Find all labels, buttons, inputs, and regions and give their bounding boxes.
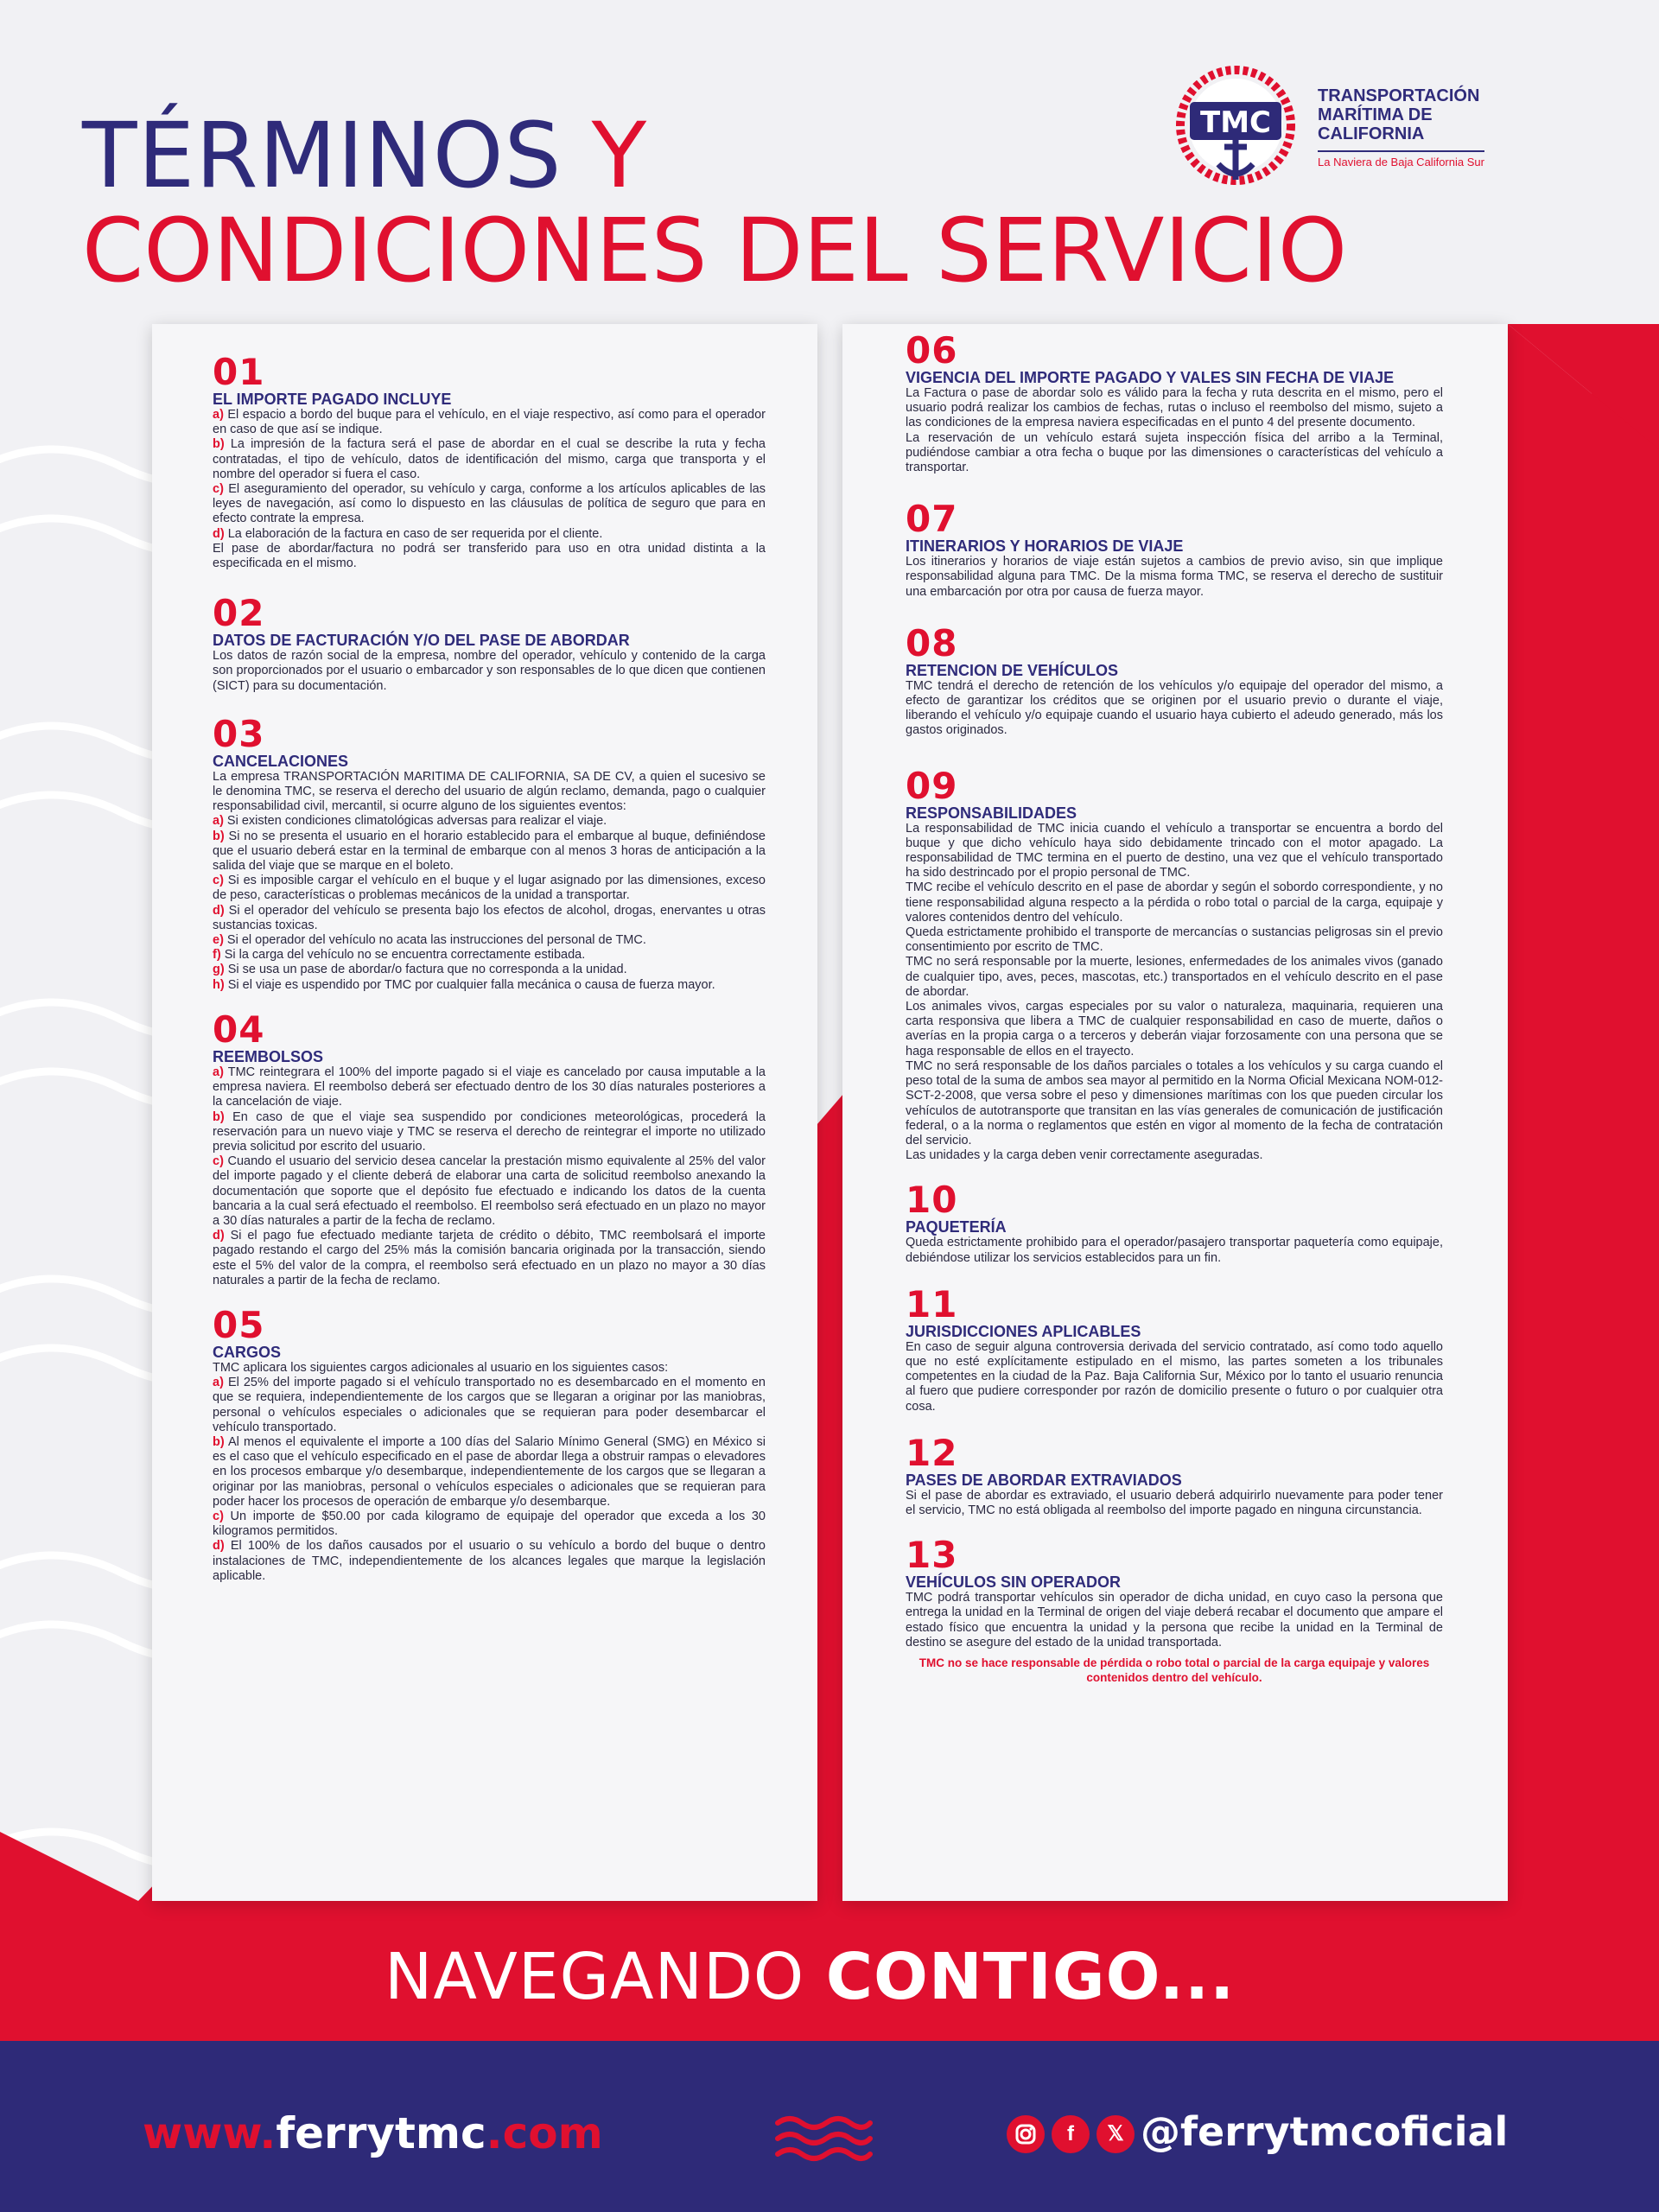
section-paragraph bbox=[906, 1340, 1443, 1414]
section-paragraph bbox=[906, 679, 1443, 739]
section-paragraph bbox=[906, 1591, 1443, 1650]
waves-icon bbox=[773, 2113, 873, 2164]
section-paragraph bbox=[906, 822, 1443, 881]
item-text: Si el viaje es uspendido por TMC por cualquier falla mecánica o causa de fuerza mayor. bbox=[224, 977, 715, 992]
section-paragraph bbox=[213, 904, 766, 933]
item-letter: a) bbox=[213, 408, 224, 422]
section-paragraph bbox=[213, 933, 766, 948]
x-icon[interactable]: 𝕏 bbox=[1096, 2115, 1135, 2153]
section-number: 08 bbox=[906, 621, 958, 664]
section-paragraph bbox=[906, 1000, 1443, 1059]
item-text: TMC tendrá el derecho de retención de los vehículos y/o equipaje del operador del mismo, a efecto de garantizar los créditos que se originen por el usuario previo o durante el viaje, liberando el vehículo y/o equipaje cuando el usuario haya cubierto el adeudo generado, más los gastos originados. bbox=[906, 678, 1443, 738]
item-text: Los animales vivos, cargas especiales por su valor o naturaleza, maquinaria, requieren una carta responsiva que libera a TMC de cualquier responsabilidad en caso de muerte, daños o averías en la propia carga o a terceros y deberán viajar forzosamente con una persona que se haga responsable de ellos en el trayecto. bbox=[906, 1000, 1443, 1058]
item-text: El 25% del importe pagado si el vehículo transportado no es desembarcado en el momento en que se requiera, independientemente de los cargos que se llegaran a originar por las maniobras, personal o vehículos especiales o adicionales que se requieran para poder desembarcar el vehículo transportado. bbox=[213, 1376, 766, 1434]
section-heading: CARGOS bbox=[213, 1343, 282, 1361]
section-heading: RESPONSABILIDADES bbox=[906, 804, 1077, 822]
section-paragraph bbox=[906, 1059, 1443, 1148]
item-text: Queda estrictamente prohibido para el operador/pasajero transportar paquetería como equipaje, debiéndose utilizar los servicios establecidos para un fin. bbox=[906, 1236, 1443, 1265]
terms-column-right bbox=[906, 329, 1443, 1685]
section-heading: CANCELACIONES bbox=[213, 752, 349, 770]
item-letter: d) bbox=[213, 1229, 225, 1243]
item-text: La impresión de la factura será el pase de abordar en el cual se describe la ruta y fecha contratadas, el tipo de vehículo, datos de identificación del mismo, carga que transporta y el nombre del operador si fuera el caso. bbox=[213, 437, 766, 481]
section-number: 06 bbox=[906, 329, 958, 372]
section-paragraph bbox=[213, 482, 766, 527]
item-text: TMC no será responsable de los daños parciales o totales a los vehículos y su carga cuando el peso total de la suma de ambos sea mayor al permitido en la Norma Oficial Mexicana NOM-012-SCT-2-2008, que versa sobre el peso y dimensiones marítimas con los que pueden circular los vehículos de autotransporte que transitan en las vías generales de comunicación de justificación federal, o a la norma o reglamentos que estén en vigor al momento de la fecha de contratación del servicio. bbox=[906, 1058, 1443, 1147]
section-paragraph bbox=[213, 437, 766, 482]
logo-tagline: La Naviera de Baja California Sur bbox=[1318, 150, 1484, 168]
section-paragraph bbox=[213, 1376, 766, 1435]
section-paragraph bbox=[213, 948, 766, 963]
section-paragraph bbox=[213, 874, 766, 903]
section-number: 05 bbox=[213, 1303, 265, 1346]
item-text: Los itinerarios y horarios de viaje están sujetos a cambios de previo aviso, sin que implique responsabilidad alguna para TMC. De la misma forma TMC, se reserva el derecho de sustituir una embarcación por otra por causa de fuerza mayor. bbox=[906, 555, 1443, 599]
section-08 bbox=[906, 621, 1443, 739]
item-letter: c) bbox=[213, 874, 224, 888]
section-heading: EL IMPORTE PAGADO INCLUYE bbox=[213, 391, 452, 408]
section-heading: VEHÍCULOS SIN OPERADOR bbox=[906, 1573, 1122, 1592]
item-letter: b) bbox=[213, 1434, 225, 1449]
section-paragraph bbox=[213, 649, 766, 694]
item-letter: f) bbox=[213, 948, 221, 963]
section-03 bbox=[213, 712, 766, 993]
section-number: 10 bbox=[906, 1179, 958, 1222]
section-number: 09 bbox=[906, 764, 958, 807]
item-letter: a) bbox=[213, 1065, 224, 1079]
item-text: TMC podrá transportar vehículos sin operador de dicha unidad, en cuyo caso la persona que entrega la unidad en la Terminal de origen del viaje deberá recabar el documento que ampare el estado físico que encuentra la unidad y la persona que recibe la unidad en la Terminal de destino se asegure del estado de la unidad transportada. bbox=[906, 1591, 1443, 1649]
item-text: La reservación de un vehículo estará sujeta inspección física del arribo a la Terminal, pudiéndose cambiar a otra fecha o buque por las dimensiones o características del vehículo a transportar. bbox=[906, 430, 1443, 475]
section-heading: PAQUETERÍA bbox=[906, 1218, 1007, 1236]
section-paragraph bbox=[906, 880, 1443, 925]
section-paragraph bbox=[906, 555, 1443, 600]
logo-line2: MARÍTIMA DE bbox=[1318, 105, 1433, 124]
item-letter: d) bbox=[213, 1539, 225, 1554]
section-paragraph bbox=[213, 1110, 766, 1155]
section-heading: PASES DE ABORDAR EXTRAVIADOS bbox=[906, 1471, 1182, 1489]
item-text: Cuando el usuario del servicio desea cancelar la prestación mismo equivalente al 25% del valor del importe pagado y el cliente deberá de elaborar una carta de solicitud reembolso anexando la documentación que soporte que el depósito fue efectuado e indicando los datos de la cuenta bancaria a la cual será efectuado el reembolso. El reembolso será efectuado en un plazo no mayor a 30 días naturales a partir de la fecha de reclamo. bbox=[213, 1154, 766, 1228]
item-letter: h) bbox=[213, 977, 225, 992]
website-link[interactable]: www.ferrytmc.com bbox=[143, 2108, 603, 2158]
item-text: Un importe de $50.00 por cada kilogramo de equipaje del operador que exceda a los 30 kilogramos permitidos. bbox=[213, 1509, 766, 1539]
item-text: La elaboración de la factura en caso de ser requerida por el cliente. bbox=[224, 526, 603, 541]
section-paragraph bbox=[213, 1154, 766, 1229]
item-letter: a) bbox=[213, 1376, 224, 1390]
item-text: La Factura o pase de abordar solo es válido para la fecha y ruta descrita en el mismo, pero el usuario podrá realizar los cambios de fechas, rutas o incluso el reembolso del mismo, sujeto a las condiciones de la empresa naviera especificadas en el punto 4 del presente documento. bbox=[906, 386, 1443, 430]
item-letter: b) bbox=[213, 1109, 225, 1124]
section-paragraph bbox=[213, 963, 766, 977]
item-letter: e) bbox=[213, 933, 224, 948]
section-paragraph bbox=[213, 1229, 766, 1288]
item-text: El pase de abordar/factura no podrá ser transferido para uso en otra unidad distinta a la especificada en el mismo. bbox=[213, 541, 766, 571]
item-letter: a) bbox=[213, 814, 224, 829]
item-text: TMC no será responsable por la muerte, lesiones, enfermedades de los animales vivos (ganado de cualquier tipo, aves, peces, mascotas, etc.) transportados en el vehículo descrito en el pase de abordar. bbox=[906, 955, 1443, 999]
section-11 bbox=[906, 1282, 1443, 1414]
section-paragraph bbox=[213, 770, 766, 815]
section-number: 13 bbox=[906, 1534, 958, 1577]
section-number: 04 bbox=[213, 1007, 265, 1051]
item-text: El espacio a bordo del buque para el vehículo, en el viaje respectivo, así como para el operador en caso de que así se indique. bbox=[213, 408, 766, 437]
item-text: Si es imposible cargar el vehículo en el buque y el lugar asignado por las dimensiones, exceso de peso, características o problemas mecánicos de la unidad a transportar. bbox=[213, 874, 766, 903]
section-number: 12 bbox=[906, 1431, 958, 1474]
item-text: Si el pago fue efectuado mediante tarjeta de crédito o débito, TMC reembolsará el importe pagado restando el cargo del 25% más la comisión bancaria originada por la transacción, siendo este el 5% del valor de la compra, el reembolso será efectuado en un plazo no mayor a 30 días naturales a partir de la fecha de reclamo. bbox=[213, 1229, 766, 1287]
item-text: Al menos el equivalente el importe a 100 días del Salario Mínimo General (SMG) en México si es el caso que el vehículo especificado en el pase de abordar llega a obstruir rampas o elevadores en los procesos embarque y/o desembarque, independientemente de los cargos que se llegaran a originar por las maniobras, personal o vehículos especiales o adicionales que se requieran para poder hacer los procesos de operación de embarque y/o desembarque. bbox=[213, 1434, 766, 1509]
logo-wordmark bbox=[1318, 86, 1484, 168]
item-text: TMC aplicara los siguientes cargos adicionales al usuario en los siguientes casos: bbox=[213, 1360, 669, 1375]
section-paragraph bbox=[213, 830, 766, 874]
section-01 bbox=[213, 351, 766, 571]
item-text: Si el operador del vehículo no acata las instrucciones del personal de TMC. bbox=[223, 933, 646, 948]
item-letter: c) bbox=[213, 1509, 224, 1523]
item-text: La responsabilidad de TMC inicia cuando el vehículo a transportar se encuentra a bordo del buque y que dicho vehículo haya sido debidamente trincado con el motor apagado. La responsabilidad de TMC termina en el puerto de destino, una vez que el vehículo transportado ha sido destrincado por el propio personal de TMC. bbox=[906, 821, 1443, 880]
item-text: TMC reintegrara el 100% del importe pagado si el viaje es cancelado por causa imputable a la empresa naviera. El reembolso deberá ser efectuado dentro de los 30 días naturales posteriores a la cancelación de viaje. bbox=[213, 1065, 766, 1109]
item-letter: c) bbox=[213, 1154, 224, 1169]
section-paragraph bbox=[906, 1489, 1443, 1518]
section-number: 07 bbox=[906, 498, 958, 541]
item-text: Si la carga del vehículo no se encuentra correctamente estibada. bbox=[220, 948, 586, 963]
item-letter: c) bbox=[213, 482, 224, 497]
item-text: Los datos de razón social de la empresa, nombre del operador, vehículo y contenido de la carga son proporcionados por el usuario o embarcador y son responsables de lo que dicen que contienen (SICT) para su documentación. bbox=[213, 649, 766, 693]
page-title-line1: TÉRMINOS Y bbox=[82, 103, 648, 208]
section-07 bbox=[906, 498, 1443, 600]
section-10 bbox=[906, 1179, 1443, 1265]
section-number: 02 bbox=[213, 592, 265, 635]
section-paragraph bbox=[906, 431, 1443, 476]
instagram-icon[interactable] bbox=[1007, 2115, 1045, 2153]
section-number: 01 bbox=[213, 351, 265, 393]
section-09 bbox=[906, 764, 1443, 1164]
item-text: TMC recibe el vehículo descrito en el pase de abordar y según el sobordo correspondiente, y no tiene responsabilidad alguna respecto a la pérdida o robo total o parcial de la carga, equipaje y valores contenidos dentro del vehículo. bbox=[906, 880, 1443, 925]
item-text: Si existen condiciones climatológicas adversas para realizar el viaje. bbox=[223, 814, 607, 829]
terms-column-left bbox=[213, 351, 766, 1584]
section-paragraph bbox=[213, 1435, 766, 1510]
section-06 bbox=[906, 329, 1443, 475]
section-12 bbox=[906, 1431, 1443, 1518]
section-number: 11 bbox=[906, 1282, 958, 1325]
section-paragraph bbox=[213, 542, 766, 571]
section-heading: RETENCION DE VEHÍCULOS bbox=[906, 661, 1119, 679]
section-05 bbox=[213, 1303, 766, 1584]
section-04 bbox=[213, 1007, 766, 1288]
item-text: El 100% de los daños causados por el usuario o su vehículo a bordo del buque o dentro instalaciones de TMC, independientemente de los alcances legales que marque la legislación aplicable. bbox=[213, 1539, 766, 1583]
page-title-line2: CONDICIONES DEL SERVICIO bbox=[82, 200, 1348, 302]
section-number: 03 bbox=[213, 712, 265, 755]
item-text: En caso de seguir alguna controversia derivada del servicio contratado, así como todo aquello que no esté explícitamente estipulado en el mismo, las partes someten a los tribunales competentes en la ciudad de la Paz. Baja California Sur, México por lo tanto el usuario renuncia al fuero que pudiere corresponder por razón de domicilio presente o futuro o por cualquier otra cosa. bbox=[906, 1339, 1443, 1414]
section-paragraph bbox=[906, 1148, 1443, 1163]
section-heading: VIGENCIA DEL IMPORTE PAGADO Y VALES SIN FECHA DE VIAJE bbox=[906, 369, 1395, 386]
slogan: NAVEGANDO CONTIGO... bbox=[385, 1940, 1236, 2014]
section-heading: ITINERARIOS Y HORARIOS DE VIAJE bbox=[906, 537, 1184, 556]
item-letter: d) bbox=[213, 903, 225, 918]
item-text: Si no se presenta el usuario en el horario establecido para el embarque al buque, definiéndose que el usuario deberá estar en la terminal de embarque con al menos 3 horas de anticipación a la salida del viaje que se marque en el boleto. bbox=[213, 829, 766, 874]
facebook-icon[interactable]: f bbox=[1052, 2115, 1090, 2153]
section-heading: DATOS DE FACTURACIÓN Y/O DEL PASE DE ABORDAR bbox=[213, 632, 630, 650]
logo-badge-text: TMC bbox=[1200, 105, 1271, 140]
item-text: Si el operador del vehículo se presenta bajo los efectos de alcohol, drogas, enervantes u otras sustancias toxicas. bbox=[213, 903, 766, 932]
item-text: Si se usa un pase de abordar/o factura que no corresponda a la unidad. bbox=[224, 963, 627, 977]
item-letter: b) bbox=[213, 437, 225, 452]
social-handle[interactable]: @ferrytmcoficial bbox=[1141, 2108, 1509, 2155]
item-text: En caso de que el viaje sea suspendido por condiciones meteorológicas, procederá la reservación para un nuevo viaje y TMC se reserva el derecho de reintegrar el importe no utilizado previa solicitud por escrito del usuario. bbox=[213, 1109, 766, 1154]
section-heading: JURISDICCIONES APLICABLES bbox=[906, 1322, 1141, 1340]
section-paragraph bbox=[213, 1361, 766, 1376]
item-text: La empresa TRANSPORTACIÓN MARITIMA DE CALIFORNIA, SA DE CV, a quien el sucesivo se le denomina TMC, se reserva el derecho del usuario de algún reclamo, demanda, pago o cualquier responsabilidad civil, mercantil, si ocurre alguno de los siguientes eventos: bbox=[213, 769, 766, 814]
section-paragraph bbox=[213, 814, 766, 829]
logo-line1: TRANSPORTACIÓN bbox=[1318, 86, 1480, 105]
item-text: Si el pase de abordar es extraviado, el usuario deberá adquirirlo nuevamente para poder tener el servicio, TMC no está obligada al reembolso del importe pagado en ninguna circunstancia. bbox=[906, 1488, 1443, 1517]
section-02 bbox=[213, 592, 766, 694]
section-paragraph bbox=[213, 1539, 766, 1584]
item-letter: g) bbox=[213, 963, 225, 977]
item-text: Las unidades y la carga deben venir correctamente aseguradas. bbox=[906, 1148, 1263, 1163]
section-paragraph bbox=[906, 925, 1443, 955]
item-letter: b) bbox=[213, 829, 225, 843]
section-paragraph bbox=[906, 1236, 1443, 1265]
section-paragraph bbox=[906, 955, 1443, 1000]
disclaimer-note: TMC no se hace responsable de pérdida o robo total o parcial de la carga equipaje y valores contenidos dentro del vehículo. bbox=[918, 1656, 1430, 1684]
item-letter: d) bbox=[213, 526, 225, 541]
section-paragraph bbox=[213, 527, 766, 542]
section-paragraph bbox=[213, 408, 766, 437]
section-heading: REEMBOLSOS bbox=[213, 1047, 324, 1065]
section-paragraph bbox=[213, 1065, 766, 1110]
section-13 bbox=[906, 1534, 1443, 1650]
section-paragraph bbox=[213, 1510, 766, 1539]
item-text: Queda estrictamente prohibido el transporte de mercancías o sustancias peligrosas sin el previo consentimiento por escrito de TMC. bbox=[906, 925, 1443, 955]
item-text: El aseguramiento del operador, su vehículo y carga, conforme a los artículos aplicables de las leyes de navegación, así como lo dispuesto en las cláusulas de política de seguro que para en efecto contrate la empresa. bbox=[213, 482, 766, 526]
section-paragraph bbox=[906, 386, 1443, 431]
section-paragraph bbox=[213, 978, 766, 993]
logo-line3: CALIFORNIA bbox=[1318, 124, 1425, 143]
